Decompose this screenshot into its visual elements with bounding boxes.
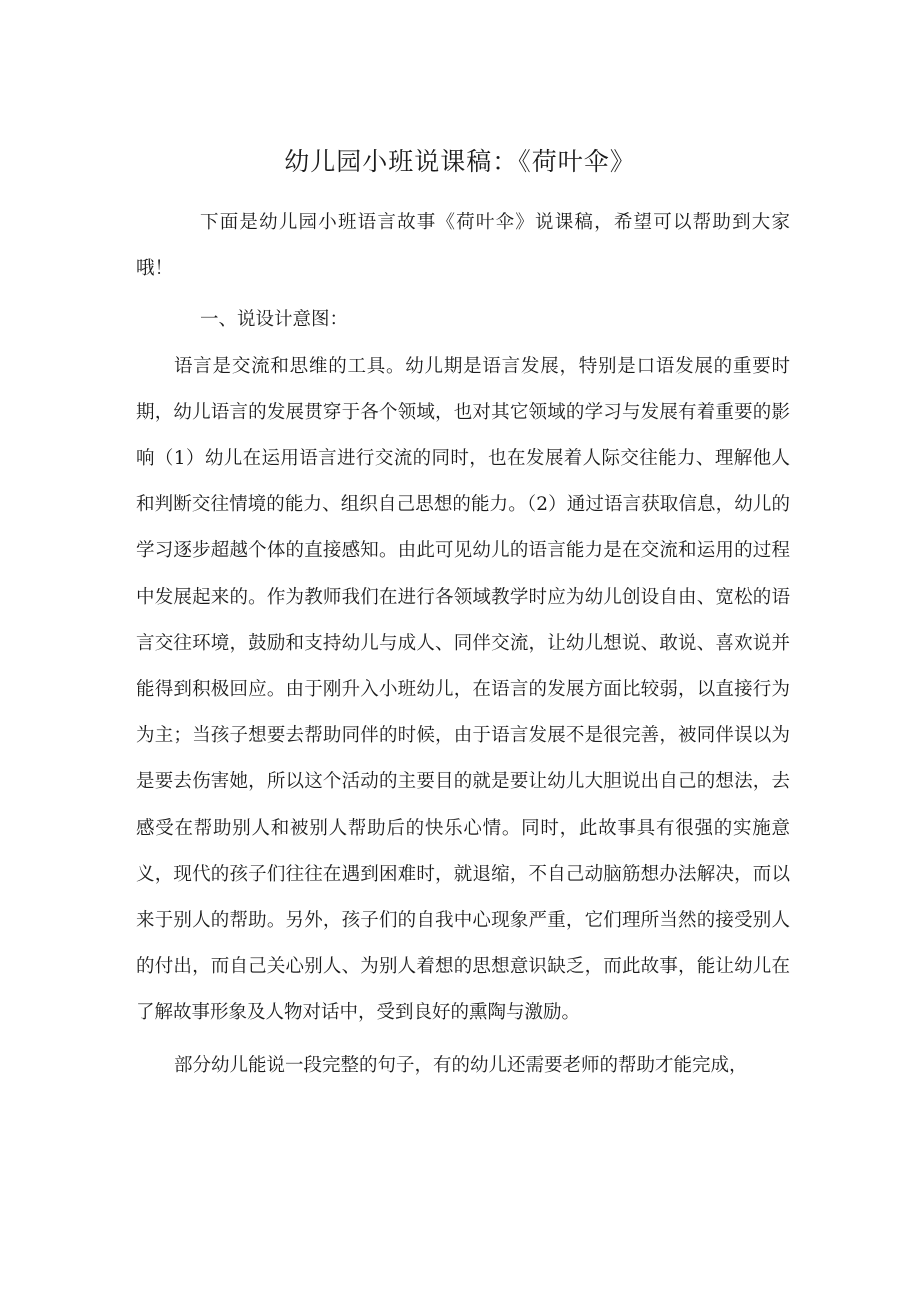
section-heading: 一、说设计意图： xyxy=(200,309,349,331)
body-paragraph: 语言是交流和思维的工具。幼儿期是语言发展，特别是口语发展的重要时期，幼儿语言的发展贯穿于各个领域，也对其它领域的学习与发展有着重要的影响（1）幼儿在运用语言进行交流的同时，也在发展着人际交往能力、理解他人和判断交往情境的能力、组织自己思想的能力。（2）通过语言获取信息，幼儿的学习逐步超越个体的直接感知。由此可见幼儿的语言能力是在交流和运用的过程中发展起来的。作为教师我们在进行各领域教学时应为幼儿创设自由、宽松的语言交往环境，鼓励和支持幼儿与成人、同伴交流，让幼儿想说、敢说、喜欢说并能得到积极回应。由于刚升入小班幼儿，在语言的发展方面比较弱，以直接行为为主；当孩子想要去帮助同伴的时候，由于语言发展不是很完善，被同伴误以为是要去伤害她，所以这个活动的主要目的就是要让幼儿大胆说出自己的想法，去感受在帮助别人和被别人帮助后的快乐心情。同时，此故事具有很强的实施意义，现代的孩子们往往在遇到困难时，就退缩，不自己动脑筋想办法解决，而以来于别人的帮助。另外，孩子们的自我中心现象严重，它们理所当然的接受别人的付出，而自己关心别人、为别人着想的思想意识缺乏，而此故事，能让幼儿在了解故事形象及人物对话中，受到良好的熏陶与激励。 xyxy=(136,355,790,1024)
body-paragraph: 部分幼儿能说一段完整的句子，有的幼儿还需要老师的帮助才能完成， xyxy=(174,1054,748,1076)
document-body xyxy=(136,200,790,1089)
document-title: 幼儿园小班说课稿：《荷叶伞》 xyxy=(284,147,636,176)
intro-paragraph: 下面是幼儿园小班语言故事《荷叶伞》说课稿，希望可以帮助到大家哦！ xyxy=(136,212,790,280)
